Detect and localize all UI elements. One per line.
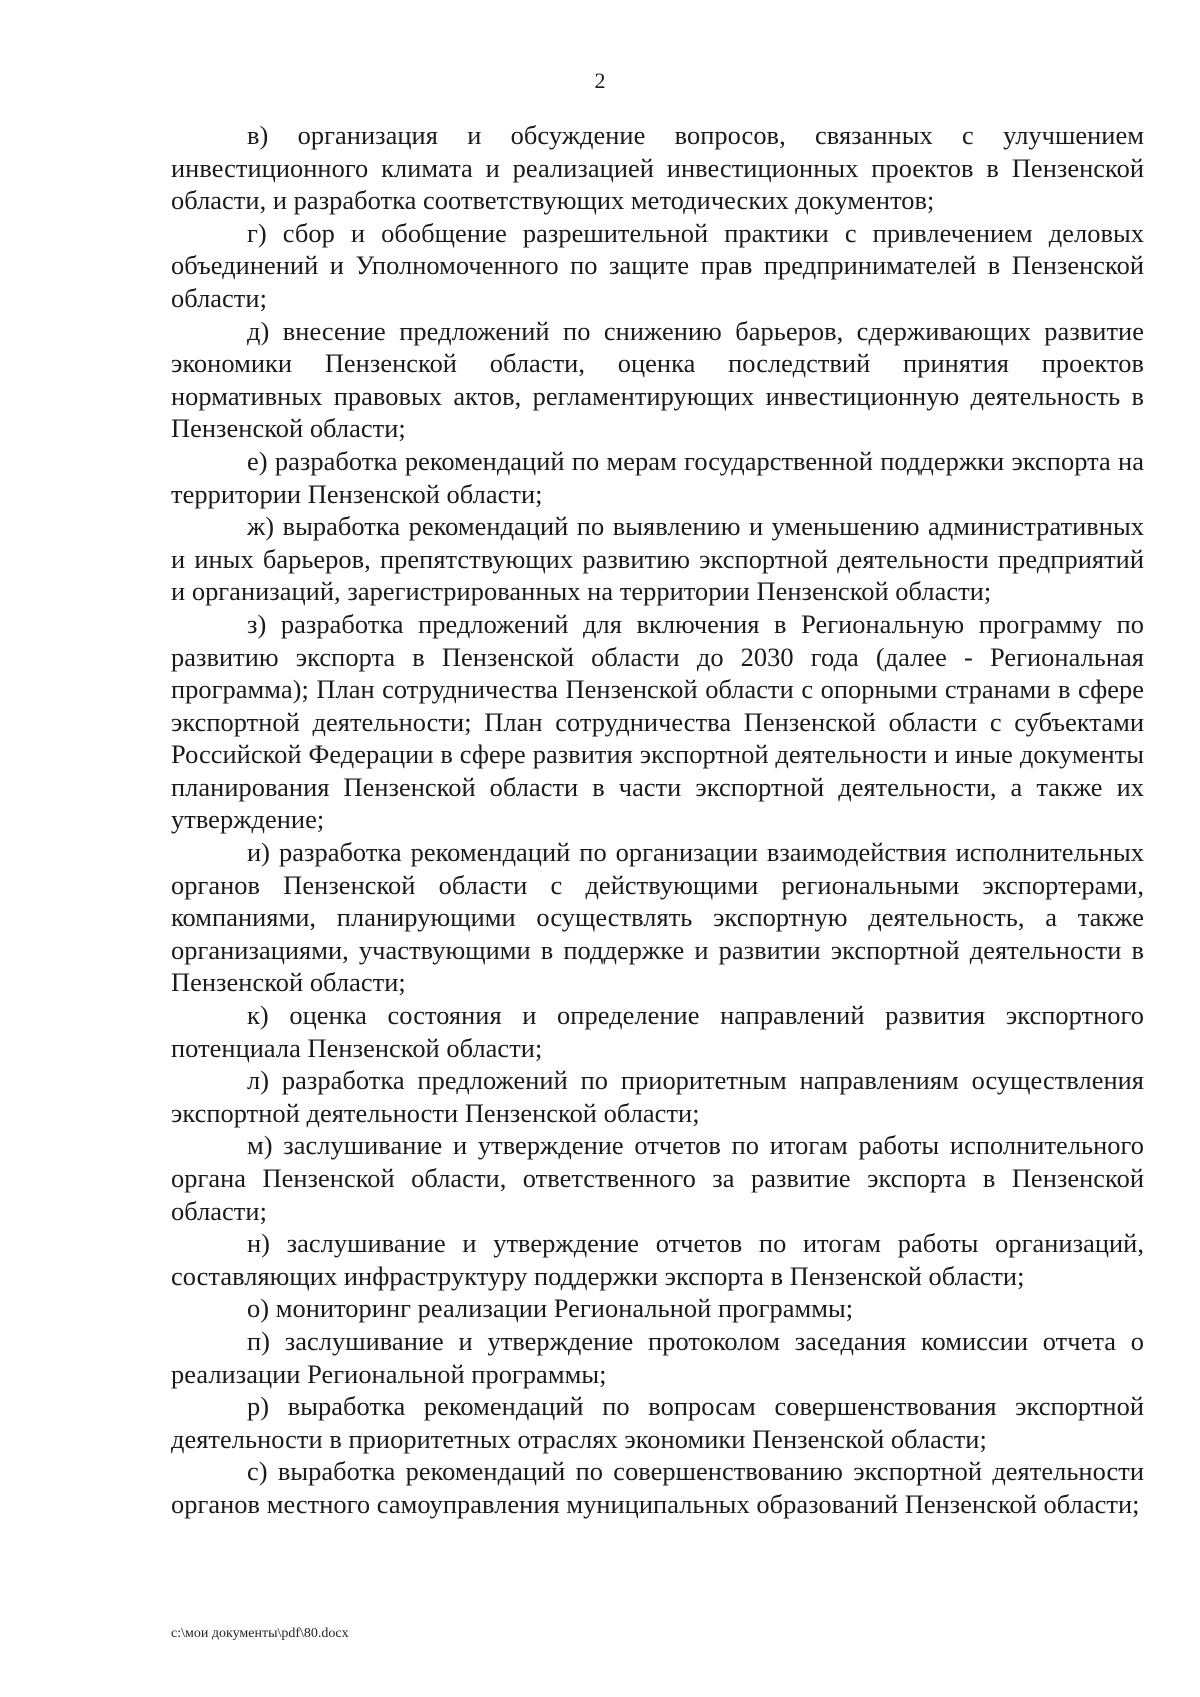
paragraph-zh: ж) выработка рекомендаций по выявлению и уменьшению административных и иных барьеров, препятствующих развитию экспортной деятельности предприятий и организаций, зарегистрированных на территории Пензенской области; xyxy=(171,511,1144,607)
page-number: 2 xyxy=(594,68,606,93)
paragraph-l: л) разработка предложений по приоритетным направлениям осуществления экспортной деятельности Пензенской области; xyxy=(171,1065,1144,1128)
paragraph-s: с) выработка рекомендаций по совершенствованию экспортной деятельности органов местного самоуправления муниципальных образований Пензенской области; xyxy=(171,1456,1144,1519)
paragraph-z: з) разработка предложений для включения в Региональную программу по развитию экспорта в Пензенской области до 2030 года (далее - Региональная программа); План сотрудничества Пензенской области с опорными странами в сфере экспортной деятельности; План сотрудничества Пензенской области с субъектами Российской Федерации в сфере развития экспортной деятельности и иные документы планирования Пензенской области в части экспортной деятельности, а также их утверждение; xyxy=(171,608,1144,835)
paragraph-d: д) внесение предложений по снижению барьеров, сдерживающих развитие экономики Пензенской области, оценка последствий принятия проектов нормативных правовых актов, регламентирующих инвестиционную деятельность в Пензенской области; xyxy=(171,315,1144,444)
paragraph-o: о) мониторинг реализации Региональной программы; xyxy=(247,1293,854,1324)
paragraph-p: п) заслушивание и утверждение протоколом заседания комиссии отчета о реализации Региональной программы; xyxy=(171,1325,1144,1389)
paragraph-m: м) заслушивание и утверждение отчетов по итогам работы исполнительного органа Пензенской области, ответственного за развитие экспорта в Пензенской области; xyxy=(171,1130,1144,1226)
paragraph-n: н) заслушивание и утверждение отчетов по итогам работы организаций, составляющих инфраструктуру поддержки экспорта в Пензенской области; xyxy=(171,1228,1144,1291)
paragraph-k: к) оценка состояния и определение направлений развития экспортного потенциала Пензенской области; xyxy=(171,1000,1144,1063)
paragraph-r: р) выработка рекомендаций по вопросам совершенствования экспортной деятельности в приоритетных отраслях экономики Пензенской области; xyxy=(171,1391,1144,1454)
document-body xyxy=(171,119,1144,1521)
paragraph-g: г) сбор и обобщение разрешительной практики с привлечением деловых объединений и Уполномоченного по защите прав предпринимателей в Пензенской области; xyxy=(171,217,1144,313)
paragraph-e: е) разработка рекомендаций по мерам государственной поддержки экспорта на территории Пензенской области; xyxy=(171,445,1144,509)
footer-file-path: c:\мои документы\pdf\80.docx xyxy=(171,1626,349,1641)
paragraph-i: и) разработка рекомендаций по организации взаимодействия исполнительных органов Пензенской области с действующими региональными экспортерами, компаниями, планирующими осуществлять экспортную деятельность, а также организациями, участвующими в поддержке и развитии экспортной деятельности в Пензенской области; xyxy=(171,837,1144,998)
paragraph-v: в) организация и обсуждение вопросов, связанных с улучшением инвестиционного климата и реализацией инвестиционных проектов в Пензенской области, и разработка соответствующих методических документов; xyxy=(171,120,1144,216)
